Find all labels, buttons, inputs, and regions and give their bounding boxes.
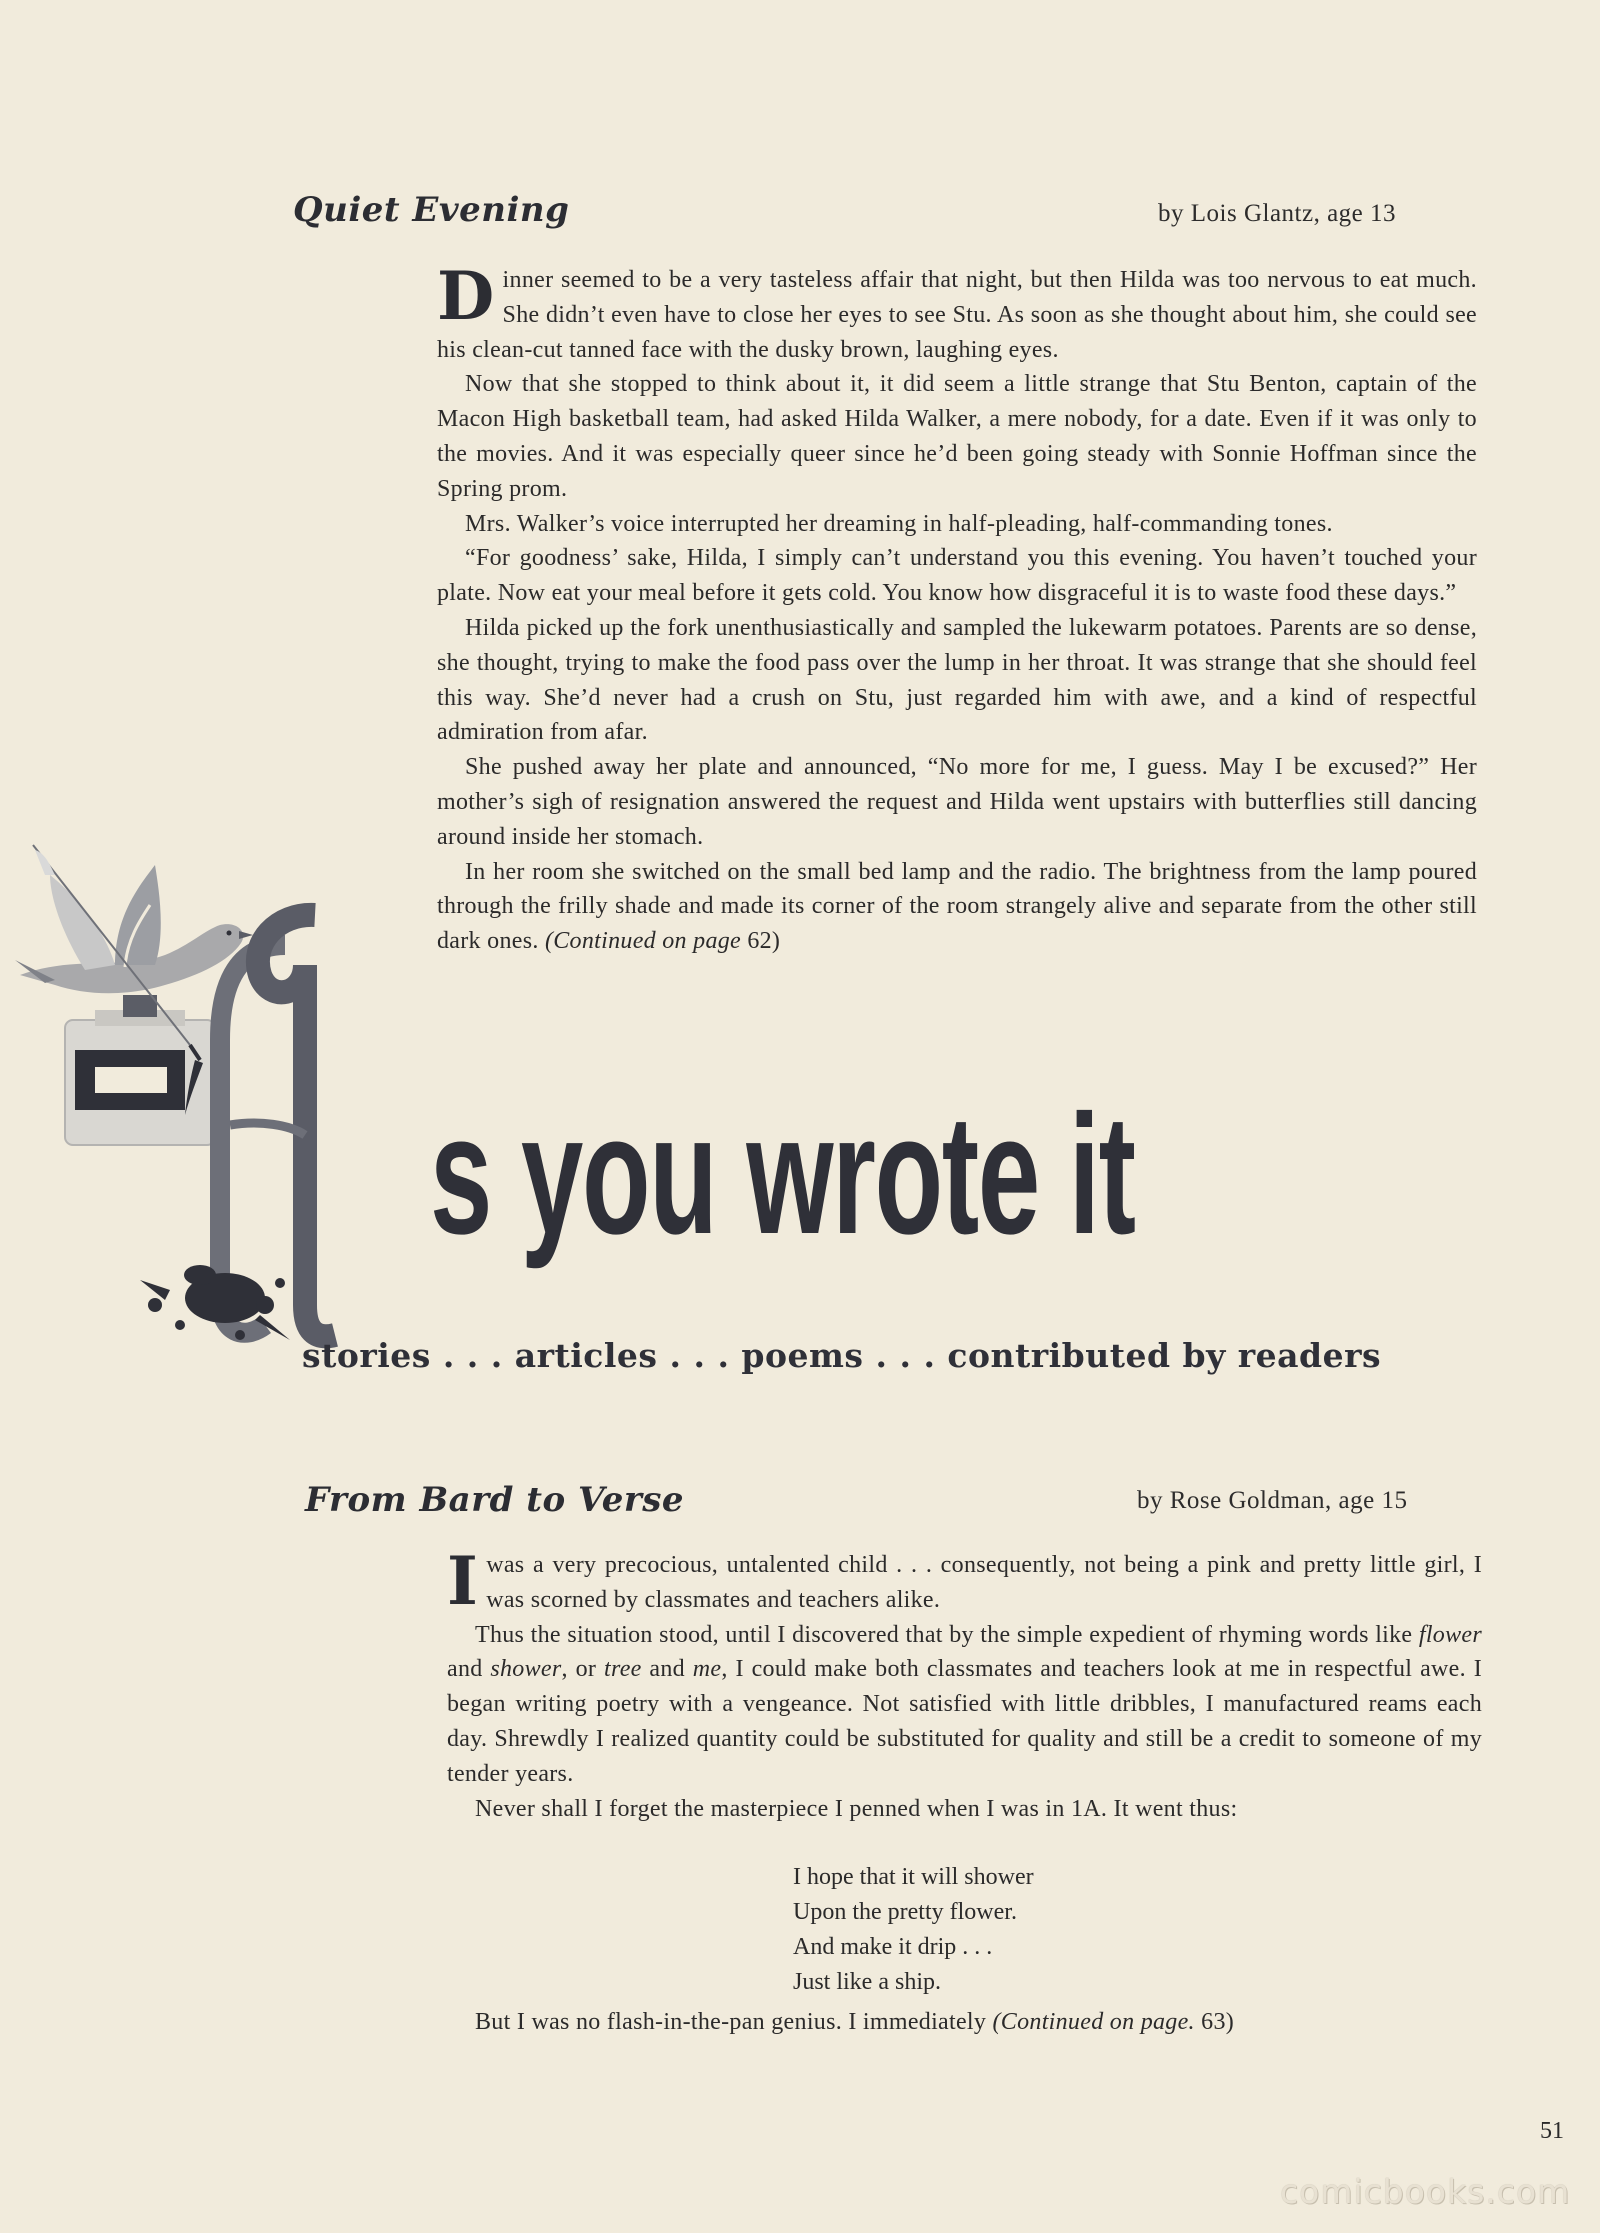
poem-line: And make it drip . . . xyxy=(793,1934,993,1960)
paragraph: Hilda picked up the fork unenthusiastically and sampled the lukewarm potatoes. Parents are so dense, she thought, trying to make the food pass over the lump in her throat. It was strange that she should feel this way. She’d never had a crush on Stu, just regarded him with awe, and a kind of respectful admiration from afar. xyxy=(437,614,1477,746)
paragraph-text: inner seemed to be a very tasteless affair that night, but then Hilda was too nervous to eat much. She didn’t even have to close her eyes to see Stu. As soon as she thought about him, she could see his clean-cut tanned face with the dusky brown, laughing eyes. xyxy=(437,267,1477,363)
paragraph xyxy=(447,1542,1482,1620)
paragraph-text: and xyxy=(447,1656,491,1683)
section-banner-subtitle: stories . . . articles . . . poems . . . contributed by readers xyxy=(302,1336,1382,1375)
paragraph-text: , I could make both classmates and teachers look at me in respectful awe. I began writing poetry with a vengeance. Not satisfied with little dribbles, I manufactured reams each day. Shrewdly I realized quantity could be substituted for quality and still be a credit to someone of my tender years. xyxy=(447,1656,1482,1787)
story-title-quiet-evening: Quiet Evening xyxy=(293,190,570,230)
story-body-continued xyxy=(447,2005,1482,2040)
script-letter-a-icon xyxy=(220,915,335,1336)
byline-lois-glantz: by Lois Glantz, age 13 xyxy=(1158,200,1397,227)
story-title-from-bard-to-verse: From Bard to Verse xyxy=(305,1480,685,1520)
poem-line: Just like a ship. xyxy=(793,1969,941,1995)
paragraph: Mrs. Walker’s voice interrupted her dreaming in half-pleading, half-commanding tones. xyxy=(465,510,1333,537)
italic-word: shower xyxy=(490,1656,562,1683)
continued-page-ref: 63) xyxy=(1201,2009,1235,2035)
paragraph: She pushed away her plate and announced, “No more for me, I guess. May I be excused?” Her mother’s sigh of resignation answered the request and Hilda went upstairs with butterflies still dancing around inside her stomach. xyxy=(437,754,1477,850)
story-body-quiet-evening xyxy=(437,257,1477,959)
paragraph-text: , or xyxy=(561,1656,604,1683)
section-banner-title: s you wrote it xyxy=(430,1080,1135,1270)
watermark: comicbooks.com xyxy=(1280,2172,1571,2211)
paragraph-text: and xyxy=(641,1656,693,1683)
paragraph: Never shall I forget the masterpiece I penned when I was in 1A. It went thus: xyxy=(475,1795,1238,1822)
paragraph xyxy=(447,2005,1482,2040)
poem-line: I hope that it will shower xyxy=(793,1864,1034,1890)
paragraph-text: was a very precocious, untalented child . . . consequently, not being a pink and pretty little girl, I was scorned by classmates and teachers alike. xyxy=(486,1552,1482,1613)
italic-word: flower xyxy=(1418,1621,1482,1648)
dove-inkwell-illustration xyxy=(15,835,435,1350)
drop-cap: D xyxy=(437,257,495,335)
italic-word: me xyxy=(692,1656,722,1683)
paragraph xyxy=(447,1618,1482,1792)
story-body-from-bard-to-verse xyxy=(447,1542,1482,1826)
drop-cap: I xyxy=(447,1542,479,1620)
continued-note: (Continued on page xyxy=(544,928,741,955)
paragraph-text: Thus the situation stood, until I discovered that by the simple expedient of rhyming words like xyxy=(475,1621,1419,1648)
poem-line: Upon the pretty flower. xyxy=(793,1899,1017,1925)
byline-rose-goldman: by Rose Goldman, age 15 xyxy=(1137,1487,1408,1514)
paragraph: Now that she stopped to think about it, it did seem a little strange that Stu Benton, captain of the Macon High basketball team, had asked Hilda Walker, a mere nobody, for a date. Even if it was only to the movies. And it was especially queer since he’d been going steady with Sonnie Hoffman since the Spring prom. xyxy=(437,371,1477,502)
paragraph: “For goodness’ sake, Hilda, I simply can’t understand you this evening. You haven’t touched your plate. Now eat your meal before it gets cold. You know how disgraceful it is to waste food these days.” xyxy=(437,545,1477,607)
continued-note: (Continued on page. xyxy=(992,2009,1195,2035)
paragraph-text: But I was no flash-in-the-pan genius. I immediately xyxy=(475,2009,987,2035)
poem-verse xyxy=(793,1860,1034,2000)
continued-page-ref: 62) xyxy=(747,928,781,955)
ink-bottle-icon xyxy=(65,995,215,1145)
page-number: 51 xyxy=(1540,2118,1564,2144)
italic-word: tree xyxy=(604,1656,642,1683)
paragraph-text: In her room she switched on the small bed lamp and the radio. The brightness from the lamp poured through the frilly shade and made its corner of the room strangely alive and separate from the other still dark ones. xyxy=(437,858,1477,955)
paragraph xyxy=(437,257,1477,367)
paragraph xyxy=(437,855,1477,959)
